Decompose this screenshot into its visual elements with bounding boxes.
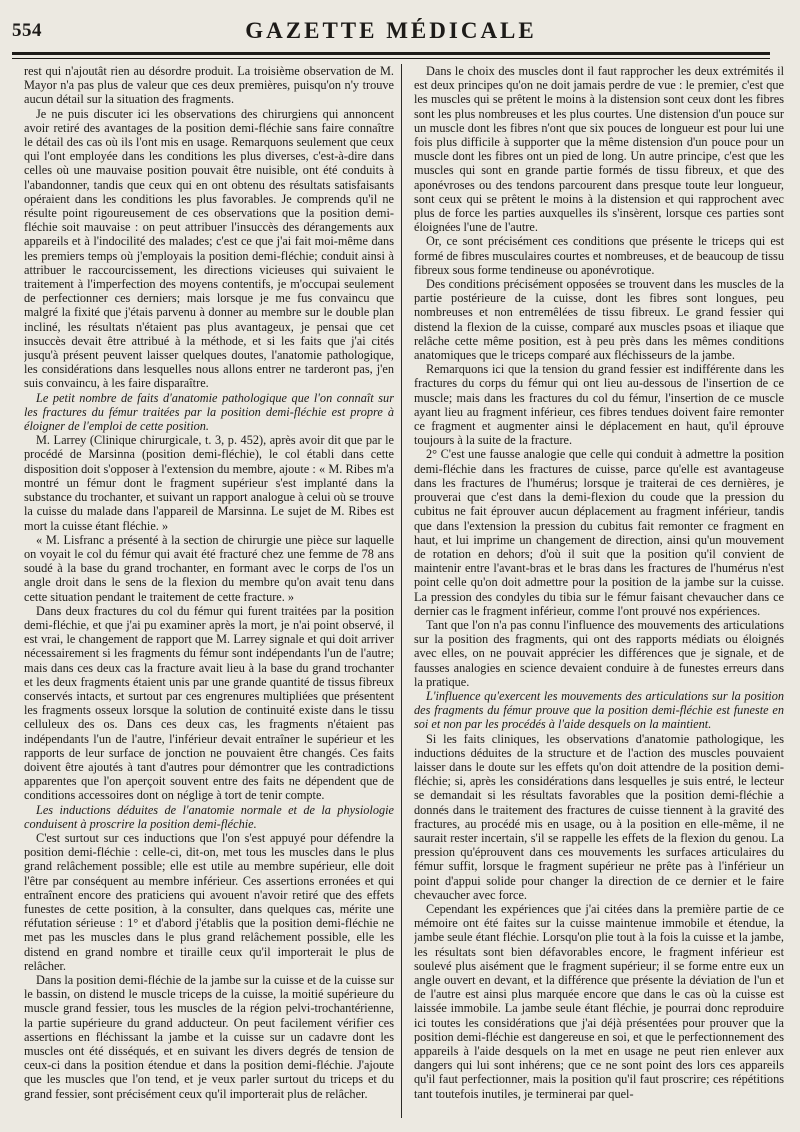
paragraph: Tant que l'on n'a pas connu l'influence des mouvements des articulations sur la position des fragments, qui ont des rapports médiats ou éloignés avec elles, on ne pouvait apprécier les différences que je signale, et de fausses analogies en science devaient conduire à de funestes erreurs dans la pratique. <box>414 617 784 689</box>
paragraph: Dans le choix des muscles dont il faut rapprocher les deux extrémités il est deux principes qu'on ne doit jamais perdre de vue : le premier, c'est que les muscles qui se prêtent le moins à la distension sont ceux dont les fibres sont les plus nombreuses et les plus courtes. Une distension d'un pouce sur un muscle dont les fibres n'ont que six pouces de longueur est pour lui une fois plus difficile à supporter que la même distension d'un pouce pour un muscle dont les fibres ont un pied de long. Un autre principe, c'est que les muscles qui sont en grande partie formés de tissu fibreux, et que des aponévroses ou des tendons parcourent dans presque toute leur longueur, sont ceux qui se prêtent le moins à la distension et qui rapprochent avec plus de force les parties auxquelles ils s'insèrent, lorsque ces parties sont éloignées l'une de l'autre. <box>414 64 784 235</box>
right-column <box>414 64 784 1124</box>
paragraph: M. Larrey (Clinique chirurgicale, t. 3, p. 452), après avoir dit que par le procédé de Marsinna (position demi-fléchie), le col établi dans cette disposition doit s'opposer à l'extension du membre, ajoute : « M. Ribes m'a montré un fémur dont le fragment supérieur s'est implanté dans la substance du trochanter, et suivant un rapport analogue à celui où se trouve la cuisse du malade dans l'appareil de Marsinna. Le sujet de M. Ribes est mort la cuisse étant fléchie. » <box>24 433 394 533</box>
paragraph: Cependant les expériences que j'ai citées dans la première partie de ce mémoire ont été faites sur la cuisse maintenue immobile et étendue, la jambe seule étant fléchie. Lorsqu'on plie tout à la fois la cuisse et la jambe, les résultats sont bien défavorables encore, le fragment inférieur est soulevé plus aisément que le fragment supérieur; il se forme entre eux un angle ouvert en devant, et la différence que présente la déviation de l'un et de l'autre est ainsi plus marquée encore que dans le cas où la cuisse est laissée immobile. La jambe seule étant fléchie, je pourrai donc reproduire ici toutes les considérations que j'ai déjà présentées pour prouver que la position demi-fléchie est dangereuse en soi, et que le perfectionnement des appareils à l'aide desquels on la met en usage ne peut rien enlever aux dangers qui lui sont inhérens; que ce ne sont point des lors ces appareils qu'il faut perfectionner, mais la position qu'il faut proscrire; ces répétitions tant toutefois inutiles, je terminerai par quel- <box>414 901 784 1101</box>
quotation: « M. Lisfranc a présenté à la section de chirurgie une pièce sur laquelle on voyait le col du fémur qui avait été fracturé chez une femme de 78 ans soudé à la base du grand trochanter, en formant avec le corps de l'os un angle droit dans le sens de la flexion du membre qu'on avait tenu dans cette situation pendant le traitement de cette fracture. » <box>24 532 394 604</box>
paragraph: rest qui n'ajoutât rien au désordre produit. La troisième observation de M. Mayor n'a pas plus de valeur que ces deux premières, puisqu'on n'y trouve aucun détail sur la situation des fragments. <box>24 64 394 107</box>
paragraph: Si les faits cliniques, les observations d'anatomie pathologique, les inductions déduites de la structure et de l'action des muscles pouvaient laisser dans le doute sur les effets qu'on doit attendre de la position demi-fléchie; si, après les considérations dans lesquelles je suis entré, le lecteur se demandait si les résultats favorables que la position demi-fléchie a donnés dans le traitement des fractures de cuisse tiennent à la gravité des fractures, au procédé mis en usage, ou à la position en elle-même, il ne saurait rester incertain, s'il se rappelle les effets de la flexion du genou. La pression qu'éprouvent dans ces mouvements les surfaces articulaires du fémur suffit, lorsque le fragment supérieur ne prête pas à l'inférieur un point d'appui solide pour changer la direction de ce dernier et le faire chevaucher avec force. <box>414 731 784 902</box>
section-heading: Les inductions déduites de l'anatomie normale et de la physiologie conduisent à proscrire la position demi-fléchie. <box>24 802 394 831</box>
page-number: 554 <box>12 20 42 41</box>
paragraph: 2° C'est une fausse analogie que celle qui conduit à admettre la position demi-fléchie dans les fractures de cuisse, parce qu'elle est avantageuse dans les fractures de l'humérus; lorsque je traiterai de ces dernières, je prouverai que c'est dans la demi-flexion du coude que la pression du cubitus ne fait éprouver aucun déplacement au fragment inférieur, tandis que dans l'extension la pression du cubitus fait remonter ce fragment en haut, et lui imprime un changement de direction, ainsi qu'un mouvement de rotation en dehors; d'où il suit que la position qu'il convient de maintenir entre l'avant-bras et le bras dans les fractures de l'humérus n'est point celle qu'on doit admettre pour la position de la jambe sur la cuisse. La pression des condyles du tibia sur le fémur faisant chevaucher dans ce dernier cas le fragment inférieur, comme l'ont prouvé nos expériences. <box>414 447 784 618</box>
paragraph: Des conditions précisément opposées se trouvent dans les muscles de la partie postérieure de la cuisse, dont les fibres sont longues, peu nombreuses et non entremêlées de tissu fibreux. Le grand fessier qui distend la flexion de la cuisse, comparé aux muscles psoas et iliaque que relâche cette même position, est à peu près dans les mêmes conditions anatomiques que le triceps comparé aux fléchisseurs de la jambe. <box>414 277 784 363</box>
page-header <box>12 10 770 58</box>
paragraph: Dans deux fractures du col du fémur qui furent traitées par la position demi-fléchie, et que j'ai pu examiner après la mort, je n'ai point observé, il est vrai, le changement de rapport que M. Larrey signale et qui doit arriver nécessairement si les fragments du fémur sont indépendants l'un de l'autre; mais dans ces deux cas la fracture avait lieu à la base du grand trochanter et les deux fragments étaient unis par une grande quantité de tissus fibreux conservés intacts, et surtout par ces engrenures multipliées que présentent les fragments osseux lorsque la solution de continuité existe dans le tissu celluleux des os. Dans ces deux cas, les fragments n'étaient pas indépendants l'un de l'autre, l'inférieur devait entraîner le supérieur et les rapports de leur surface de jonction ne pouvaient être changés. Ces faits doivent être ajoutés à tant d'autres pour démontrer que les contradictions apparentes que l'on aperçoit souvent entre des faits ne dépendent que de conditions accessoires dont on néglige à tort de tenir compte. <box>24 603 394 803</box>
header-rule-thick <box>12 52 770 55</box>
paragraph: Or, ce sont précisément ces conditions que présente le triceps qui est formé de fibres musculaires courtes et nombreuses, et de beaucoup de tissu fibreux sous forme tendineuse ou aponévrotique. <box>414 234 784 277</box>
paragraph: Remarquons ici que la tension du grand fessier est indifférente dans les fractures du corps du fémur qui ont lieu au-dessous de l'insertion de ce muscle; mais dans les fractures du col du fémur, l'insertion de ce muscle ayant lieu au fragment inférieur, ces fibres tendues doivent faire remonter ce fragment et augmenter ainsi le déplacement en haut, qu'il éprouve toujours à la suite de la fracture. <box>414 362 784 448</box>
section-heading: L'influence qu'exercent les mouvements des articulations sur la position des fragments du fémur prouve que la position demi-fléchie est funeste en soi et non par les procédés à l'aide desquels on la maintient. <box>414 688 784 732</box>
section-heading: Le petit nombre de faits d'anatomie pathologique que l'on connaît sur les fractures du fémur traitées par la position demi-fléchie est propre à éloigner de l'emploi de cette position. <box>24 390 394 434</box>
paragraph: C'est surtout sur ces inductions que l'on s'est appuyé pour défendre la position demi-fléchie : celle-ci, dit-on, met tous les muscles dans le plus grand relâchement possible; elle est utile au membre supérieur, elle doit l'être par conséquent au membre inférieur. Ces assertions erronées et qui entraînent encore des praticiens qui avouent n'avoir retiré que des effets funestes de cette position, à la consulter, dans quelques cas, mérite une réfutation sérieuse : 1° et d'abord j'établis que la position demi-fléchie ne met pas les muscles dans le plus grand relâchement possible, elle les distend en grand nombre et tiraille ceux qu'il importerait le plus de relâcher. <box>24 830 394 973</box>
header-rule-thin <box>12 58 770 59</box>
left-column <box>24 64 394 1124</box>
paragraph: Dans la position demi-fléchie de la jambe sur la cuisse et de la cuisse sur le bassin, on distend le muscle triceps de la cuisse, la moitié supérieure du muscle grand fessier, tous les muscles de la région pelvi-trochantérienne, la partie supérieure du grand adducteur. On peut facilement vérifier ces assertions en fléchissant la jambe et la cuisse sur un cadavre dont les muscles ont été disséqués, et en suivant les divers degrés de tension de ceux-ci dans la position étendue et dans la position demi-fléchie. J'ajoute que les muscles que l'on tend, et je veux parler surtout du triceps et du grand fessier, sont précisément ceux qu'il importerait plus de relâcher. <box>24 973 394 1101</box>
journal-title: GAZETTE MÉDICALE <box>245 18 537 43</box>
column-divider <box>401 64 402 1118</box>
paragraph: Je ne puis discuter ici les observations des chirurgiens qui annoncent avoir retiré des avantages de la position demi-fléchie sans faire connaître le détail des cas où ils l'ont mis en usage. Remarquons seulement que ceux qui l'ont employée dans les conditions les plus diverses, c'est-à-dire dans celles où une mauvaise position pouvait être nuisible, ont été conduits à l'abandonner, tandis que ceux qui en ont obtenu des résultats satisfaisants opéraient dans les conditions les plus favorables. Je comprends qu'il ne résulte point rigoureusement de ces observations que la position demi-fléchie soit mauvaise : on peut attribuer l'insuccès des dérangements aux appareils et à l'indocilité des malades; c'est ce que j'ai fait moi-même dans les premiers temps où j'employais la position demi-fléchie; conduit ainsi à attribuer le raccourcissement, les directions vicieuses qui suivaient le traitement à l'imperfection des moyens contentifs, je m'occupai seulement de perfectionner ces derniers; mais lorsque je me fus convaincu que malgré la fixité que j'étais parvenu à donner au membre sur le double plan incliné, les résultats n'étaient pas plus avantageux, je pensai que cet insuccès devait être attribué à la méthode, et si les faits que j'ai cités jusqu'à présent peuvent laisser quelques doutes, l'anatomie pathologique, les considérations dans lesquelles nous allons entrer ne tarderont pas, j'en suis convaincu, à les faire disparaître. <box>24 106 394 391</box>
